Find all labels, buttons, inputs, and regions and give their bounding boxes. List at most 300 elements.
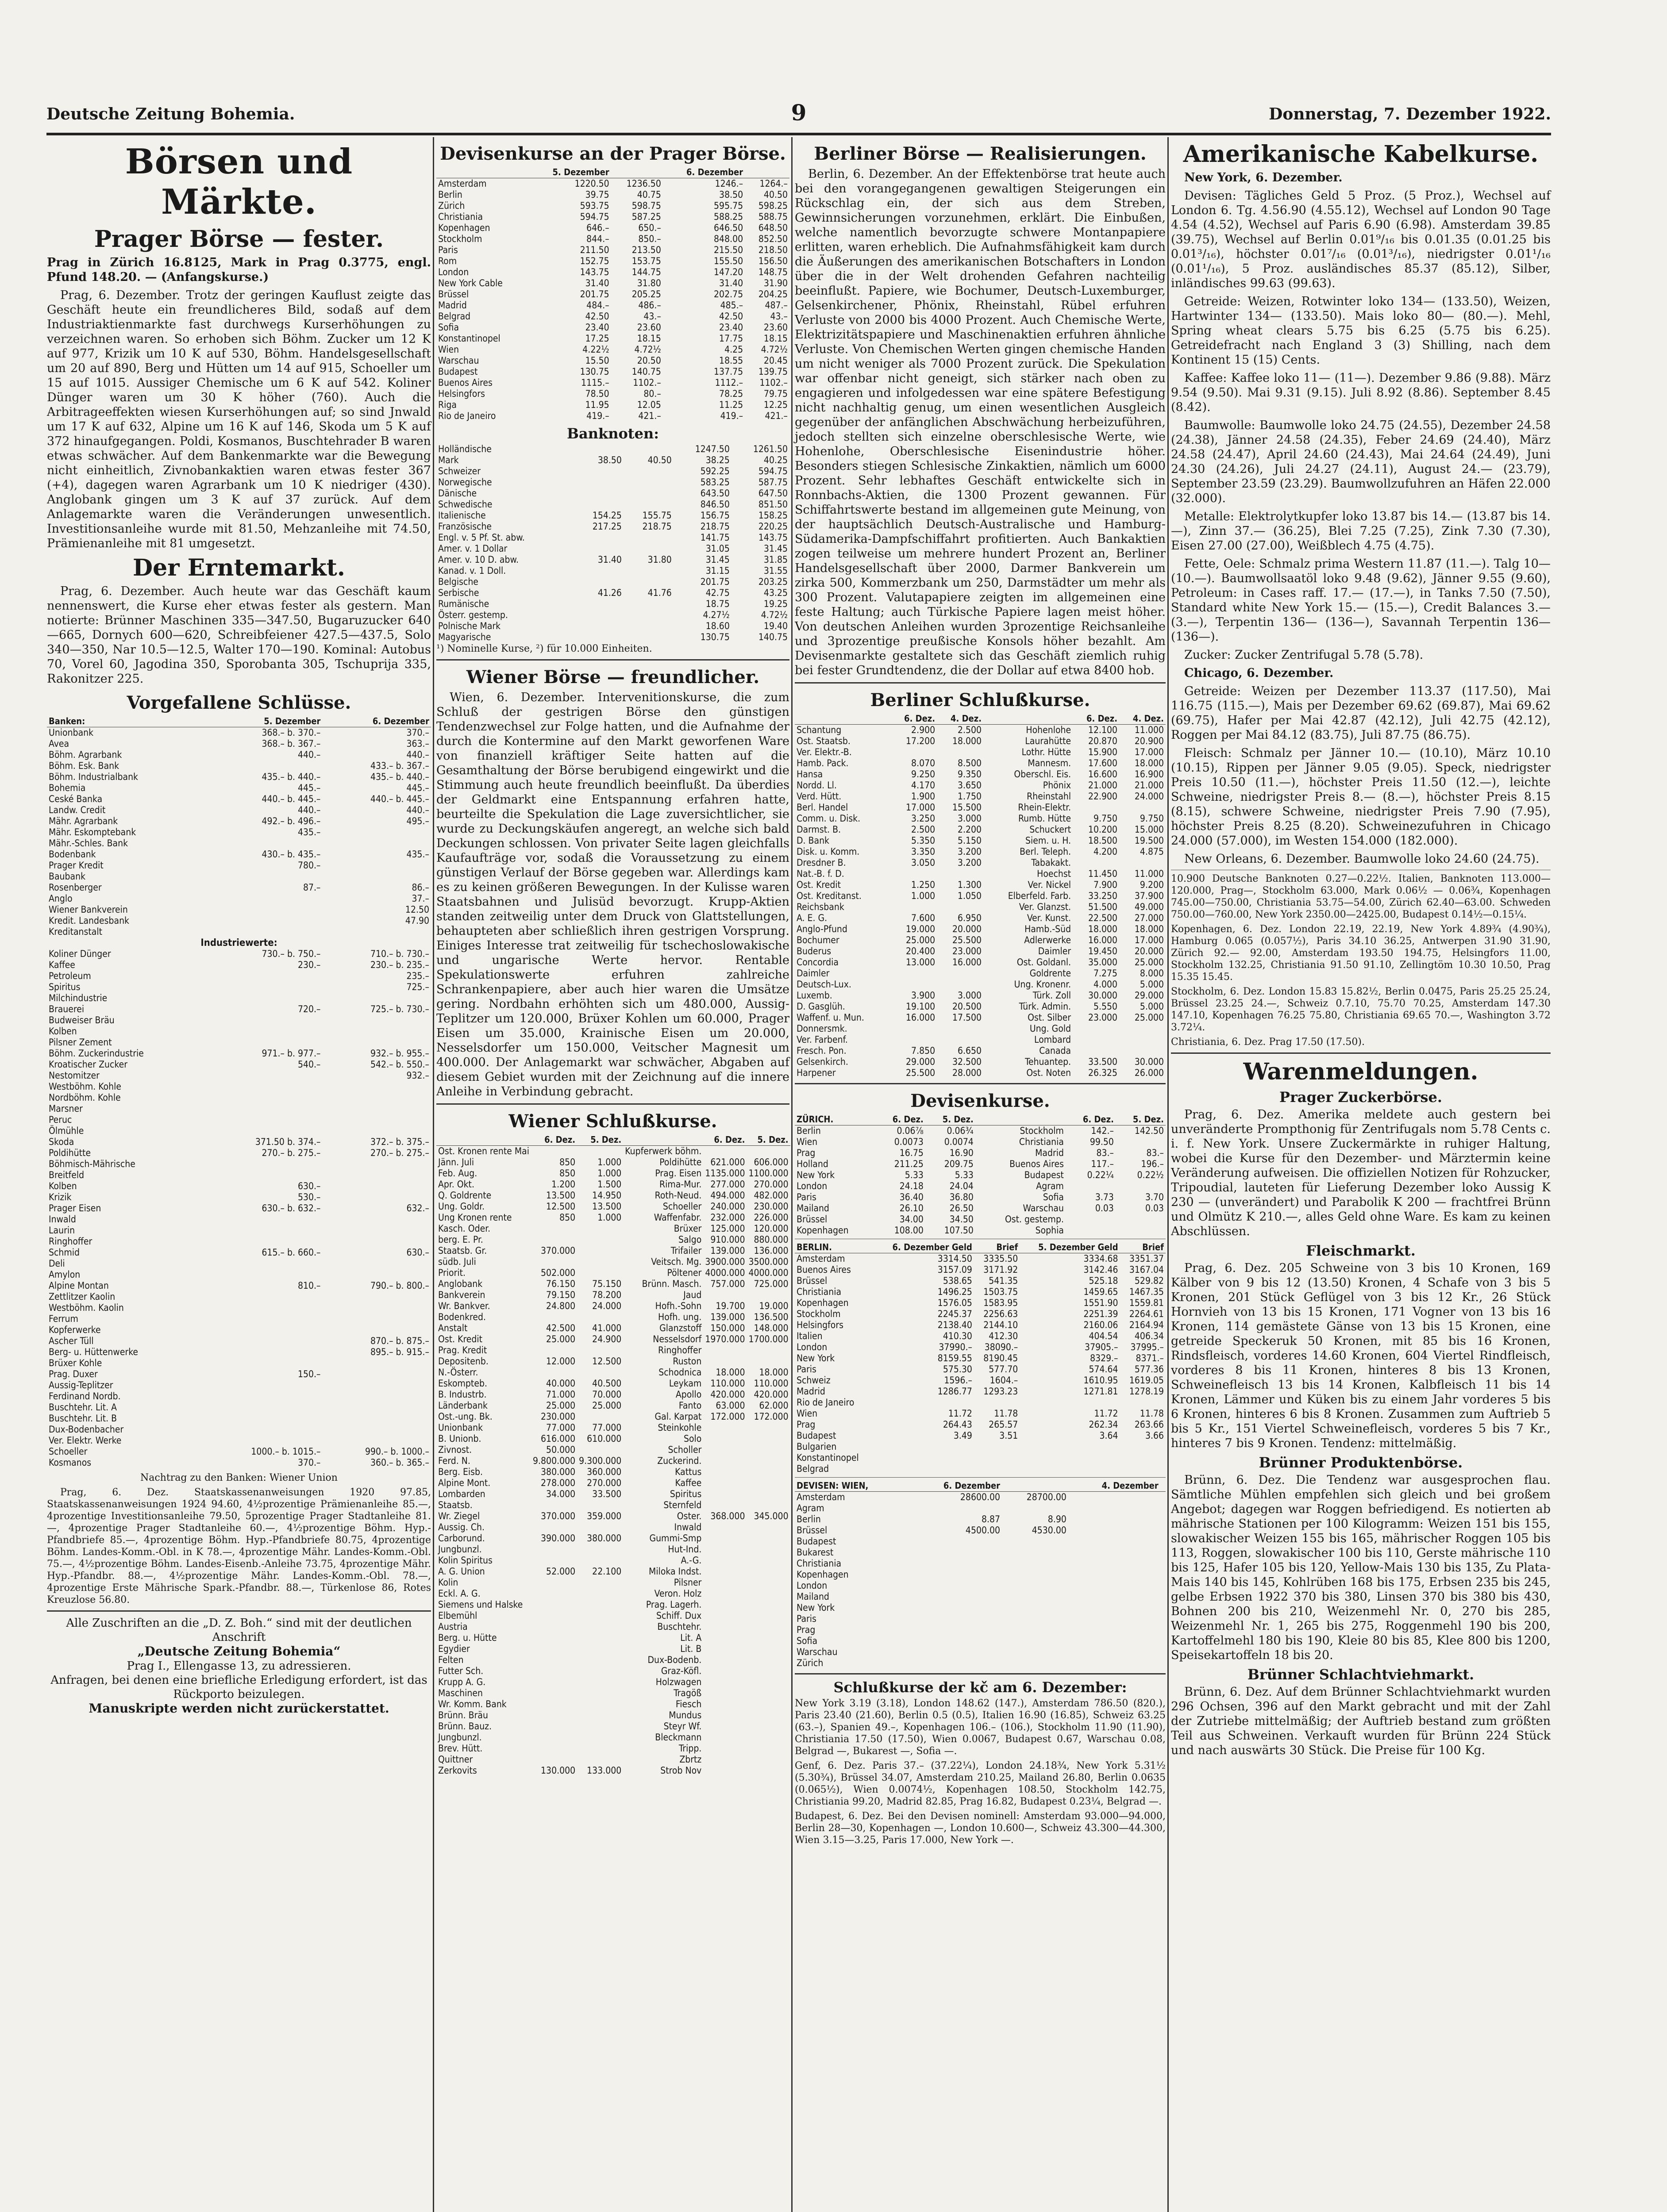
table-cell xyxy=(205,1302,323,1313)
table-row xyxy=(795,957,1166,968)
table-cell: 41.76 xyxy=(647,588,672,598)
table-row xyxy=(795,1125,1166,1137)
table-row xyxy=(47,1026,431,1037)
table-cell: 37990.– xyxy=(939,1342,972,1352)
table-row xyxy=(436,1323,790,1334)
table-cell: 445.– xyxy=(406,783,429,793)
table-cell: London xyxy=(797,1181,828,1191)
table-cell: Zerkovits xyxy=(438,1765,477,1776)
article-headline: Fleischmarkt. xyxy=(1306,1242,1416,1259)
table-row xyxy=(436,1378,790,1389)
table-cell: 360.– b. 365.– xyxy=(370,1457,429,1468)
table-row xyxy=(795,1225,1166,1236)
table-cell: Spiritus xyxy=(670,1489,702,1499)
table-cell: 3.200 xyxy=(957,846,982,857)
table-row xyxy=(795,924,1166,935)
table-cell: Ver. Glanzst. xyxy=(1019,902,1071,912)
table-cell: Türk. Zoll xyxy=(1032,990,1071,1001)
table-note: Nachtrag zu den Banken: Wiener Union xyxy=(140,1472,338,1483)
table-cell xyxy=(205,893,323,904)
table-cell: Wr. Ziegel xyxy=(438,1511,480,1521)
table-row xyxy=(436,466,789,477)
table-cell: Madrid xyxy=(438,300,467,311)
separator xyxy=(436,1103,789,1105)
table-cell: Zürich xyxy=(797,1658,824,1668)
table-row xyxy=(47,1125,431,1137)
table-cell: Anglo xyxy=(49,893,73,904)
table-cell: 1619.05 xyxy=(1129,1375,1164,1386)
table-cell: 3314.50 xyxy=(937,1253,972,1264)
table-row xyxy=(795,1591,1166,1602)
table-cell: Mannesm. xyxy=(1028,758,1071,768)
table-cell: 577.36 xyxy=(1134,1364,1164,1375)
table-cell xyxy=(531,1655,577,1666)
table-cell xyxy=(703,1444,747,1455)
table-cell xyxy=(747,1632,790,1644)
table-cell: 79.150 xyxy=(546,1290,576,1300)
table-cell xyxy=(205,1380,323,1391)
table-cell: Luxemb. xyxy=(797,990,832,1001)
table-cell: 33.250 xyxy=(1088,891,1118,901)
table-cell: Prag. Lagerh. xyxy=(646,1599,702,1610)
table-cell xyxy=(703,1688,747,1699)
table-cell: Zbrtz xyxy=(679,1754,702,1765)
table-cell: 152.75 xyxy=(580,256,609,266)
table-cell: 142.50 xyxy=(1134,1125,1164,1136)
table-row xyxy=(47,1070,431,1081)
table-row xyxy=(436,278,789,289)
table-cell: New York xyxy=(797,1170,835,1180)
table-cell: 17.000 xyxy=(1134,935,1164,945)
table-cell: 42.500 xyxy=(546,1323,576,1333)
table-cell: 780.– xyxy=(297,860,321,871)
table-cell xyxy=(205,1424,323,1435)
table-cell: 3.66 xyxy=(1145,1430,1164,1441)
table-cell: 70.000 xyxy=(592,1389,622,1400)
table-cell: 492.– b. 496.– xyxy=(262,816,321,826)
table-cell: Unionbank xyxy=(438,1422,483,1433)
table-cell xyxy=(1160,1580,1166,1591)
table-row xyxy=(436,1588,790,1599)
table-cell: 117.– xyxy=(1091,1159,1114,1169)
table-row xyxy=(795,935,1166,946)
table-cell: 440.– xyxy=(406,805,429,815)
table-cell: Kaffee xyxy=(675,1478,702,1488)
table-cell xyxy=(747,1721,790,1732)
table-cell: Kolben xyxy=(49,1026,77,1037)
table-cell: 148.000 xyxy=(754,1323,789,1333)
table-cell: 11.000 xyxy=(1134,868,1164,879)
table-header-cell: 5. Dez. xyxy=(1116,1114,1166,1125)
table-cell: 3142.46 xyxy=(1083,1264,1118,1275)
table-cell xyxy=(1119,802,1166,813)
table-cell: 575.30 xyxy=(943,1364,972,1375)
table-cell xyxy=(1160,1624,1166,1636)
table-cell: Nesselsdorf xyxy=(653,1334,702,1344)
table-cell xyxy=(703,1577,747,1588)
table-cell: Nordböhm. Kohle xyxy=(49,1092,121,1103)
table-cell xyxy=(1119,1034,1166,1045)
table-row xyxy=(436,189,789,200)
table-cell: Gelsenkirch. xyxy=(797,1056,848,1067)
separator xyxy=(795,1083,1166,1084)
table-row xyxy=(436,1522,790,1533)
table-cell: 154.25 xyxy=(592,510,622,521)
table-cell: Belgrad xyxy=(797,1463,829,1474)
table-cell: Disk. u. Komm. xyxy=(797,846,860,857)
article-body: Prag, 6. Dez. 205 Schweine von 3 bis 10 Kronen, 169 Kälber von 9 bis 12 (13.50) Kronen, 4 Schafe von 3 bis 5 Kronen, 201 Stück Geflügel von 3 bis 12 Kr., 26 Stück Hornvieh von 13 bis 15 Kronen, 171 Vogner von 13 bis 16 Kronen, 114 gemästete Gänse von 13 bis 15 Kronen, eine getreide Speckeruk 50 Kronen, mit 85 bis 16 Kronen, Rindsfleisch, vorderes 14.60 Kronen, 604 Viertel Rindfleisch, vorderes 8 bis 11 Kronen, hinteres 8 bis 13 Kronen, Schweinefleisch 13 bis 14 Kronen, Kalbfleisch 11 bis 14 Kronen, Lämmer und Küken bis zu einem Jahr vorderes 5 bis 6 Kronen, hinteres 6 bis 8 Kronen. Zusammen zum Auftrieb 5 bis 5 Kr., 151 Viertel Schweinefleisch, vorderes 5 bis 7 Kr., hinteres 7 bis 9 Kronen. Tendenz: mittelmäßig. xyxy=(1171,1261,1551,1450)
table-cell xyxy=(322,1325,431,1336)
table-row xyxy=(47,1380,431,1391)
table-cell: Alpine Montan xyxy=(49,1280,109,1291)
table-cell xyxy=(703,1644,747,1655)
table-cell: 24.000 xyxy=(592,1301,622,1311)
table-cell: Zürich xyxy=(438,200,465,211)
table-cell: Ceské Banka xyxy=(49,794,103,804)
table-cell: Budapest xyxy=(438,366,478,377)
table-cell xyxy=(531,1666,577,1677)
table-cell: 932.– b. 955.– xyxy=(370,1048,429,1059)
table-row xyxy=(436,388,789,399)
table-cell xyxy=(531,1632,577,1644)
table-cell xyxy=(747,1555,790,1566)
table-cell xyxy=(205,1125,323,1137)
table-cell: 12.500 xyxy=(546,1201,576,1212)
table-cell xyxy=(1160,1591,1166,1602)
table-cell xyxy=(322,1214,431,1225)
table-cell: 2138.40 xyxy=(937,1320,972,1330)
table-cell: 18.000 xyxy=(952,736,982,746)
table-row xyxy=(47,1413,431,1424)
table-row xyxy=(436,1179,790,1190)
table-row xyxy=(47,1059,431,1070)
table-cell: 38.25 xyxy=(705,455,730,465)
table-cell xyxy=(1020,1452,1120,1463)
table-cell: 850 xyxy=(559,1212,576,1223)
table-row xyxy=(795,1353,1166,1364)
table-cell: 29.000 xyxy=(1134,990,1164,1001)
table-cell: 1.200 xyxy=(551,1179,576,1190)
table-cell: 1503.75 xyxy=(983,1286,1018,1297)
table-row xyxy=(795,868,1166,879)
table-cell xyxy=(1119,1045,1166,1056)
table-cell: Lothr. Hütte xyxy=(1021,747,1071,757)
table-cell xyxy=(531,1544,577,1555)
table-cell: Priorit. xyxy=(438,1267,466,1278)
table-cell xyxy=(322,1302,431,1313)
table-cell: Christiania xyxy=(797,1286,842,1297)
table-row xyxy=(795,1514,1166,1525)
table-cell: Helsingfors xyxy=(438,388,485,399)
table-title: Berliner Schlußkurse. xyxy=(870,690,1090,710)
table-row xyxy=(795,1364,1166,1375)
table-row xyxy=(436,1467,790,1478)
table-cell: 404.54 xyxy=(1089,1331,1118,1341)
table-row xyxy=(436,355,789,366)
table-cell: 80.– xyxy=(643,388,661,399)
table-cell: 75.150 xyxy=(592,1279,622,1289)
table-cell xyxy=(1116,1181,1166,1192)
table-cell: 870.– b. 875.– xyxy=(370,1336,429,1346)
table-cell: London xyxy=(797,1342,828,1352)
table-cell: Darmst. B. xyxy=(797,824,841,835)
table-row xyxy=(436,532,789,543)
table-cell xyxy=(531,1732,577,1743)
table-cell: 1115.– xyxy=(581,377,609,388)
table-cell xyxy=(703,1710,747,1721)
table-cell xyxy=(910,1647,1002,1658)
table-cell: 24.04 xyxy=(949,1181,974,1191)
table-row xyxy=(436,1345,790,1356)
table-cell: 1970.000 xyxy=(705,1334,745,1344)
table-row xyxy=(47,1369,431,1380)
table-row xyxy=(795,780,1166,791)
commodity-paragraph: Getreide: Weizen, Rotwinter loko 134— (133.50), Weizen, Hartwinter 134— (133.50). Mais loko 80— (80.—). Mehl, Spring wheat clears 5.75 bis 6.25 (5.75 bis 6.25). Getreidefracht nach England 3 (3) Shilling, nach dem Kontinent 15 (15) Cents. xyxy=(1171,295,1551,367)
table-row xyxy=(795,1569,1166,1580)
table-cell xyxy=(624,621,674,632)
table-header-cell: 6. Dez. xyxy=(1073,713,1119,725)
table-cell xyxy=(703,1588,747,1599)
table-cell: 18.000 xyxy=(759,1367,789,1378)
table-cell xyxy=(577,1345,623,1356)
table-cell: 30.000 xyxy=(1134,1056,1164,1067)
column-2 xyxy=(434,137,792,2212)
table-cell xyxy=(531,1677,577,1688)
page-header xyxy=(46,100,1551,135)
table-row xyxy=(795,1214,1166,1225)
table-cell: 3.900 xyxy=(911,990,936,1001)
table-cell: 31.40 xyxy=(585,278,609,288)
table-cell: 1576.05 xyxy=(937,1298,972,1308)
table-cell xyxy=(747,1610,790,1621)
table-cell xyxy=(747,1566,790,1577)
table-cell: Mähr. Agrarbank xyxy=(49,816,118,826)
table-cell: Petroleum xyxy=(49,971,91,981)
table-cell: N.-Österr. xyxy=(438,1367,478,1378)
geneva-rates-text: Genf, 6. Dez. Paris 37.– (37.22¼), London 24.18¾, New York 5.31½ (5.30¾), Brüssel 34.07, Amsterdam 210.25, Mailand 26.80, Berlin 0.0635 (0.065½), Wien 0.0074½, Kopenhagen 108.50, Stockholm 142.75, Christiania 99.20, Madrid 82.85, Prag 16.82, Budapest 0.23¼, Belgrad —. xyxy=(795,1760,1166,1807)
table-cell xyxy=(747,1489,790,1500)
commodity-paragraph: Getreide: Weizen per Dezember 113.37 (117.50), Mai 116.75 (115.—), Mais per Dezember 69.62 (69.87), Mai 69.62 (69.75), Hafer per Mai 42.87 (42.12), Juli 42.75 (42.12), Roggen per Mai 84.12 (83.75), Juli 87.75 (86.75). xyxy=(1171,684,1551,742)
table-cell: 0.06¾ xyxy=(947,1125,974,1136)
table-cell xyxy=(703,1555,747,1566)
table-cell: 1604.– xyxy=(989,1375,1018,1386)
table-cell: 606.000 xyxy=(754,1157,789,1167)
table-cell: 594.75 xyxy=(758,466,788,476)
table-cell xyxy=(1002,1569,1068,1580)
table-cell xyxy=(205,1336,323,1347)
table-cell xyxy=(574,543,624,554)
closing-rates-text: New York 3.19 (3.18), London 148.62 (147.), Amsterdam 786.50 (820.), Paris 23.40 (21.60), Berlin 0.5 (0.5), Italien 16.90 (16.85), Schweiz 63.25 (63.–), Spanien 49.–, Kopenhagen 106.– (106.), Stockholm 11.90 (11.90), Christiania 17.50 (17.50), Wien 0.0067, Budapest 0.67, Warschau 0.08, Belgrad —, Bukarest —, Sofia —. xyxy=(795,1698,1166,1757)
table-cell: 1112.– xyxy=(715,377,743,388)
table-cell: 725.000 xyxy=(754,1279,789,1289)
table-row xyxy=(47,1081,431,1092)
table-cell: Breitfeld xyxy=(49,1170,85,1180)
table-cell: 530.– xyxy=(297,1192,321,1202)
table-cell: 1220.50 xyxy=(574,178,609,189)
table-cell xyxy=(531,1500,577,1511)
table-cell: Hohenlohe xyxy=(1026,725,1071,735)
table-cell: 201.75 xyxy=(580,289,609,300)
table-cell: Schantung xyxy=(797,725,842,735)
table-cell xyxy=(205,982,323,993)
table-cell: 615.– b. 660.– xyxy=(262,1247,321,1258)
table-cell: 42.50 xyxy=(719,311,743,322)
table-row xyxy=(436,1190,790,1201)
article-body: Wien, 6. Dezember. Intervenitionskurse, die zum Schluß der gestrigen Börse den günstigen Tendenzwechsel zur Folge hatten, und die Aufnahme der durch die Kontermine auf den Markt geworfenen Ware von finanziell kräftiger Seite hatten auf die Gesamthaltung der Börse berubigend eingewirkt und die Stimmung auch heute freundlich beeinflußt. Da überdies der Geldmarkt eine Entspannung erfahren hatte, beurteilte die Spekulation die Lage zuversichtlicher, sie wurde zu Deckungskäufen angeregt, an welche sich bald Deckungen schlossen. Von privater Seite lagen gleichfalls Kaufaufträge vor, sodaß die Voraussetzung zu einem günstigen Verlauf der Börse gegeben war. Allerdings kam es zu keinen größeren Bewegungen. In der Kulisse waren Staatsbahnen und Julisüd bevorzugt. Krupp-Aktien standen zeitweilig unter dem Druck von Glattstellungen, behaupteten aber schließlich ihren gestrigen Vorsprung. Einiges Interesse trat zeitweilig für tschechoslowakische und ungarische Werte hervor. Rentable Spekulationswerte erfuhren zahlreiche Schrankenpapiere, aber auch hier waren die Umsätze gering. Nordbahn erhöhten sich um 480.000, Aussig-Teplitzer um 120.000, Brüxer Kohlen um 60.000, Prager Eisen um 35.000, Krainische Eisen um 20.000, Nesselsdorfer um 150.000, Veitscher Magnesit um 400.000. Der Anlagemarkt war schwächer, Abgaben auf diesem Gebiet wurden mit der Zeichnung auf die innere Anleihe in Verbindung gebracht. xyxy=(436,691,789,1098)
table-cell: 15.900 xyxy=(1088,747,1118,757)
table-cell: 3900.000 xyxy=(705,1256,745,1267)
table-row xyxy=(436,1400,790,1411)
table-row xyxy=(436,311,789,322)
table-row xyxy=(47,760,431,772)
table-cell: 1264.– xyxy=(759,178,788,189)
table-cell: Eskompteb. xyxy=(438,1378,487,1389)
table-cell: 790.– b. 800.– xyxy=(370,1280,429,1291)
table-cell: 1.000 xyxy=(597,1157,622,1167)
table-cell: 2.900 xyxy=(911,725,936,735)
table-row xyxy=(436,1157,790,1168)
table-cell: 9.750 xyxy=(1140,813,1164,824)
zurich-devisen-table xyxy=(795,1114,1166,1236)
table-cell: Ost. Silber xyxy=(1028,1012,1071,1023)
table-cell: 28.000 xyxy=(952,1068,982,1078)
table-cell: Rumb. Hütte xyxy=(1018,813,1071,824)
table-cell xyxy=(205,1291,323,1302)
table-row xyxy=(795,1602,1166,1613)
table-cell xyxy=(624,488,674,499)
table-cell: 593.75 xyxy=(580,200,609,211)
table-cell: 630.– b. 632.– xyxy=(262,1203,321,1214)
page-number: 9 xyxy=(791,100,807,126)
table-cell xyxy=(747,1732,790,1743)
table-row xyxy=(436,178,789,190)
table-cell: 4.22½ xyxy=(582,344,609,355)
table-cell: Fiesch xyxy=(675,1699,702,1709)
table-cell xyxy=(937,968,983,979)
table-cell: 588.25 xyxy=(714,211,743,222)
table-row xyxy=(795,846,1166,857)
table-row xyxy=(47,727,431,739)
table-cell xyxy=(1160,1613,1166,1624)
table-row xyxy=(47,749,431,760)
table-cell xyxy=(1160,1503,1166,1514)
table-cell xyxy=(577,1223,623,1234)
table-cell xyxy=(937,902,983,913)
table-row xyxy=(795,835,1166,846)
table-header-cell: 6. Dezember Geld xyxy=(874,1242,974,1253)
table-cell: Jänn. Juli xyxy=(438,1157,474,1167)
commodity-paragraph: New Orleans, 6. Dezember. Baumwolle loko 24.60 (24.75). xyxy=(1184,852,1540,866)
table-cell: Warschau xyxy=(797,1647,838,1657)
table-cell xyxy=(205,760,323,772)
table-cell: 587.25 xyxy=(631,211,661,222)
table-cell: 38.50 xyxy=(597,455,622,465)
table-cell xyxy=(577,1688,623,1699)
table-row xyxy=(47,1015,431,1026)
table-cell: 150.– xyxy=(297,1369,321,1379)
table-cell: 440.– b. 445.– xyxy=(370,794,429,804)
table-cell: Gal. Karpat xyxy=(654,1411,702,1422)
table-title: Vorgefallene Schlüsse. xyxy=(127,692,351,713)
table-row xyxy=(436,599,789,610)
dateline: New York, 6. Dezember. xyxy=(1184,171,1343,184)
table-cell xyxy=(577,1621,623,1632)
table-cell: 12.500 xyxy=(592,1356,622,1367)
table-cell: 17.75 xyxy=(719,333,743,344)
table-cell xyxy=(531,1577,577,1588)
table-cell: Staatsb. Gr. xyxy=(438,1245,487,1256)
table-cell xyxy=(747,1544,790,1555)
table-row xyxy=(47,1358,431,1369)
table-cell: Brünn. Bräu xyxy=(438,1710,488,1720)
table-cell xyxy=(703,1544,747,1555)
table-row xyxy=(47,1092,431,1103)
table-row xyxy=(47,816,431,827)
table-cell: 646.50 xyxy=(714,223,743,233)
table-cell xyxy=(1068,1503,1160,1514)
article-body: Prag, 6. Dez. Amerika meldete auch gestern bei unveränderte Prompthonig für Zentrifugals nom 5.78 Cents c. i. f. New York. Unsere Zuckermärkte in ruhiger Haltung, wobei die Kurse für den Dezember- und Märztermin keine Veränderung aufweisen. Die offiziellen Notizen für Rohzucker, Tripoudial, lauteten für Lieferung Dezember loko Aussig K 230 — (unverändert) und Parabolik K 200 — frachtfrei Brünn und Olmütz K 210.—, alles Geld ohne Ware. Es kam zu keinen Abschlüssen. xyxy=(1171,1108,1551,1238)
table-cell xyxy=(1068,1492,1160,1503)
table-cell: Aussig. Ch. xyxy=(438,1522,485,1532)
table-cell xyxy=(703,1721,747,1732)
table-row xyxy=(436,366,789,377)
separator xyxy=(1171,1052,1551,1054)
notice-publication: „Deutsche Zeitung Bohemia“ xyxy=(137,1644,341,1659)
schluesse-table xyxy=(47,716,431,1468)
table-cell: Skoda xyxy=(49,1137,74,1147)
table-cell xyxy=(910,1602,1002,1613)
table-row xyxy=(795,1397,1166,1408)
table-row xyxy=(47,971,431,982)
table-cell: New York Cable xyxy=(438,278,503,288)
table-cell xyxy=(703,1522,747,1533)
table-cell: Siem. u. H. xyxy=(1025,835,1071,846)
table-cell: 2.200 xyxy=(957,824,982,835)
table-cell: Holland xyxy=(797,1159,828,1169)
table-cell: Veitsch. Mg. xyxy=(651,1256,702,1267)
table-cell: Bodenkred. xyxy=(438,1312,486,1322)
table-cell: 270.000 xyxy=(587,1478,622,1488)
table-row xyxy=(436,1489,790,1500)
table-cell: Lit. A xyxy=(680,1632,702,1643)
table-header-cell: 5. Dezember Geld xyxy=(1020,1242,1120,1253)
table-cell: Ferd. N. xyxy=(438,1455,470,1466)
table-row xyxy=(47,838,431,849)
table-cell: 201.75 xyxy=(700,576,730,587)
table-row xyxy=(436,1677,790,1688)
table-cell: Gummi-Smp xyxy=(649,1533,702,1544)
table-cell: 380.000 xyxy=(587,1533,622,1544)
table-row xyxy=(436,1245,790,1256)
table-header-cell: 5. Dez. xyxy=(577,1134,623,1146)
article-body: Prag, 6. Dezember. Auch heute war das Geschäft kaum nennenswert, die Kurse eher etwas fester als gestern. Man notierte: Brünner Maschinen 335—347.50, Bugaruzucker 640—665, Dornych 600—620, Schreibfeiener 427.5—437.5, Solo 340—350, Nar 10.5—12.5, Walter 170—190. Kominal: Autobus 70, Vorel 60, Jagodina 350, Sporobanta 305, Tschuprija 335, Rakonitzer 225. xyxy=(47,584,431,686)
article-body: Brünn, 6. Dez. Auf dem Brünner Schlachtviehmarkt wurden 296 Ochsen, 396 auf den Markt gebracht und mit der Zahl der Zutriebe mittelmäßig; der Auftrieb bestand zum größten Teil aus Schweinen. Verkauft wurden für Brünn 224 Stück und nach auswärts 30 Stück. Die Preise für 100 Kg. xyxy=(1171,1685,1551,1757)
table-cell: Brüssel xyxy=(438,289,469,300)
table-header-cell: 4. Dezember xyxy=(1068,1480,1160,1492)
table-row xyxy=(436,1621,790,1632)
table-cell xyxy=(1068,1647,1160,1658)
table-cell xyxy=(531,1699,577,1710)
notice-line: Anfragen, bei denen eine briefliche Erledigung erfordert, ist das Rückporto beizulegen. xyxy=(50,1674,427,1701)
table-cell: 270.000 xyxy=(754,1179,789,1190)
commodity-paragraph: Metalle: Elektrolytkupfer loko 13.87 bis 14.— (13.87 bis 14.—), Zinn 37.— (36.25), Blei 7.25 (7.25), Zink 7.30 (7.30), Eisen 27.00 (27.00), Weißblech 4.75 (4.75). xyxy=(1171,510,1551,553)
table-cell xyxy=(747,1455,790,1467)
table-cell: 650.– xyxy=(638,223,661,233)
table-cell xyxy=(1020,1441,1120,1452)
table-cell: 720.– xyxy=(297,1004,321,1014)
table-cell xyxy=(624,466,674,477)
table-cell xyxy=(1116,1214,1166,1225)
